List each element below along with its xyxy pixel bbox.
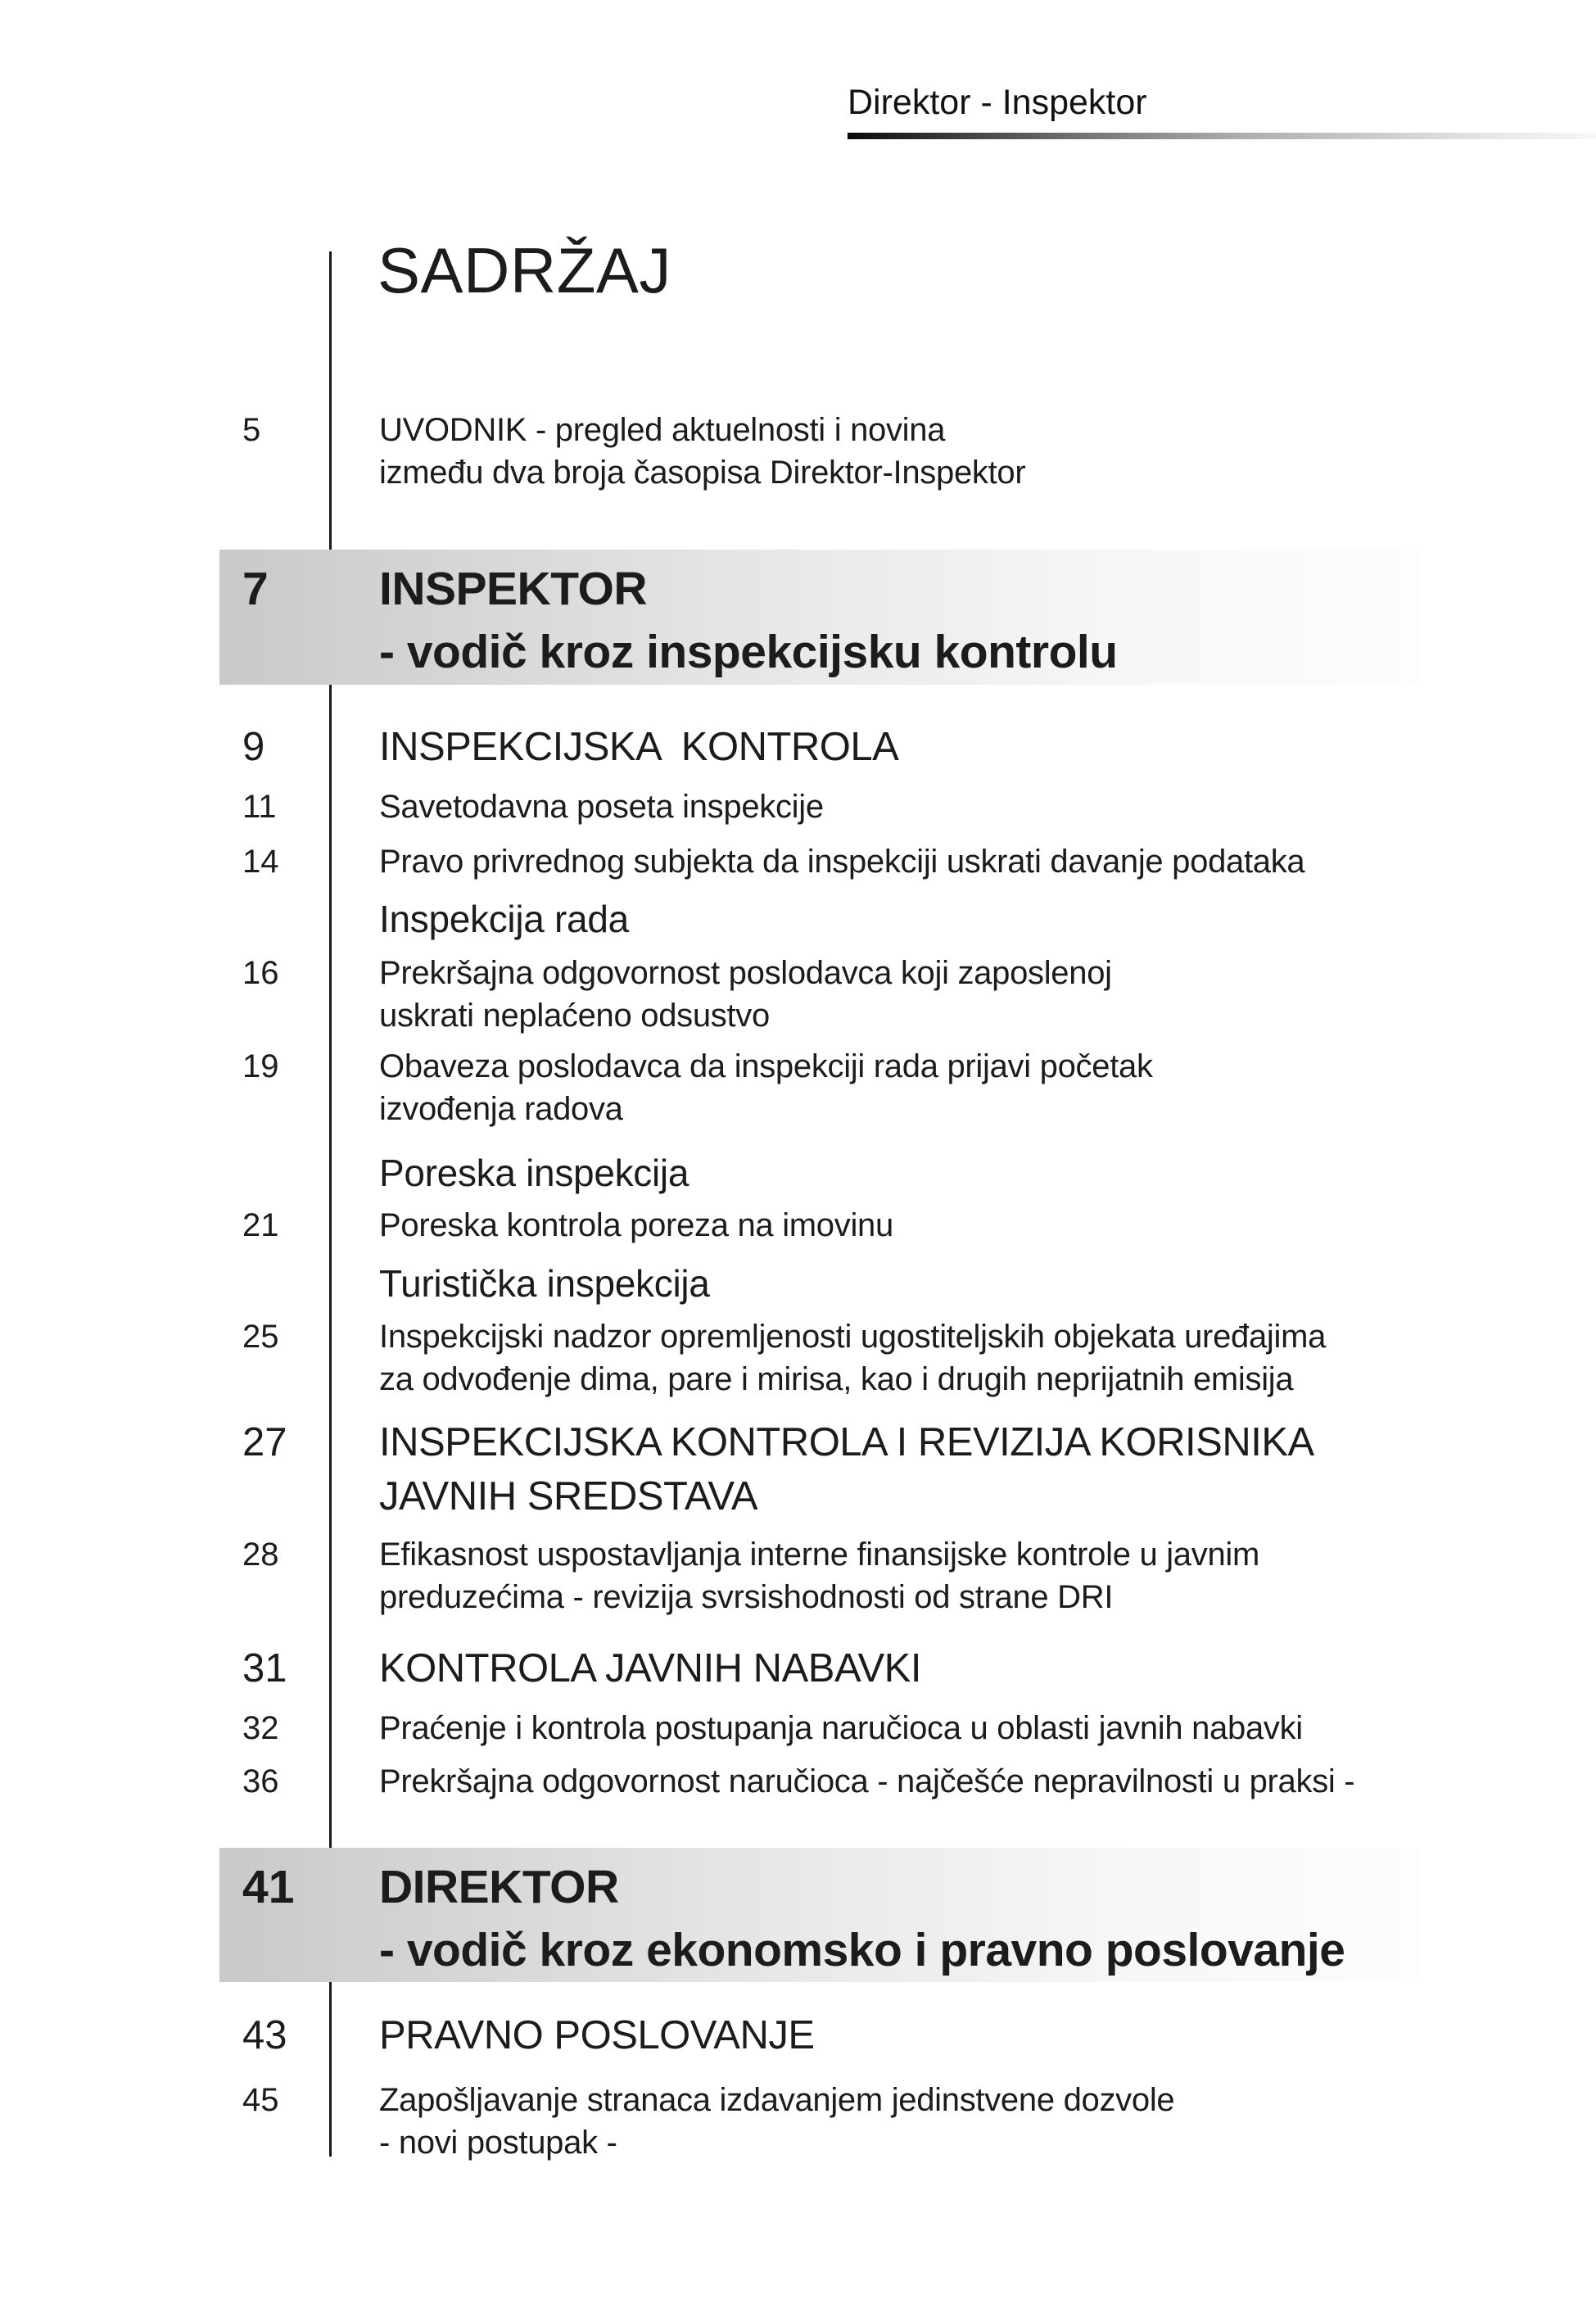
entry-title: Zapošljavanje stranaca izdavanjem jedinstvene dozvole - novi postupak - [379, 2082, 1175, 2161]
page-number: 7 [242, 563, 269, 615]
page-number: 36 [242, 1763, 279, 1799]
page-number: 41 [242, 1861, 295, 1913]
header-rule-gradient [848, 133, 1596, 139]
page-title: SADRŽAJ [378, 234, 671, 306]
band-title: INSPEKTOR - vodič kroz inspekcijsku kontrolu [379, 563, 1118, 678]
page-number: 11 [242, 789, 277, 825]
page-number: 14 [242, 844, 279, 880]
page-number: 45 [242, 2082, 279, 2118]
page-number: 9 [242, 725, 265, 769]
section-title: INSPEKCIJSKA KONTROLA I REVIZIJA KORISNIKA JAVNIH SREDSTAVA [379, 1420, 1314, 1519]
section-title: KONTROLA JAVNIH NABAVKI [379, 1646, 921, 1691]
subsection-title: Turistička inspekcija [379, 1262, 710, 1305]
entry-title: UVODNIK - pregled aktuelnosti i novina između dva broja časopisa Direktor-Inspektor [379, 412, 1026, 491]
page-number: 21 [242, 1207, 279, 1243]
page-number: 5 [242, 412, 261, 448]
section-title: INSPEKCIJSKA KONTROLA [379, 725, 899, 769]
subsection-title: Inspekcija rada [379, 898, 629, 940]
page-number: 19 [242, 1048, 279, 1084]
entry-title: Prekršajna odgovornost poslodavca koji zaposlenoj uskrati neplaćeno odsustvo [379, 955, 1112, 1034]
page-number: 32 [242, 1710, 279, 1746]
subsection-title: Poreska inspekcija [379, 1152, 689, 1194]
toc-band-inspektor [219, 550, 1419, 685]
entry-title: Obaveza poslodavca da inspekciji rada prijavi početak izvođenja radova [379, 1048, 1153, 1127]
page-number: 43 [242, 2013, 287, 2057]
page-number: 25 [242, 1319, 279, 1355]
entry-title: Efikasnost uspostavljanja interne finansijske kontrole u javnim preduzećima - revizija svrsishodnosti od strane DRI [379, 1537, 1260, 1615]
page-number: 16 [242, 955, 279, 991]
page-number: 28 [242, 1537, 279, 1573]
page-number: 27 [242, 1420, 287, 1464]
entry-title: Inspekcijski nadzor opremljenosti ugostiteljskih objekata uređajima za odvođenje dima, pare i mirisa, kao i drugih neprijatnih emisija [379, 1319, 1327, 1397]
band-title: DIREKTOR - vodič kroz ekonomsko i pravno poslovanje [379, 1861, 1345, 1976]
entry-title: Poreska kontrola poreza na imovinu [379, 1207, 893, 1243]
page-number: 31 [242, 1646, 287, 1691]
entry-title: Prekršajna odgovornost naručioca - najčešće nepravilnosti u praksi - [379, 1763, 1355, 1799]
journal-title: Direktor - Inspektor [848, 83, 1147, 122]
section-title: PRAVNO POSLOVANJE [379, 2013, 815, 2057]
toc-band-direktor [219, 1848, 1419, 1982]
entry-title: Savetodavna poseta inspekcije [379, 789, 824, 825]
entry-title: Praćenje i kontrola postupanja naručioca u oblasti javnih nabavki [379, 1710, 1303, 1746]
entry-title: Pravo privrednog subjekta da inspekciji uskrati davanje podataka [379, 844, 1305, 880]
